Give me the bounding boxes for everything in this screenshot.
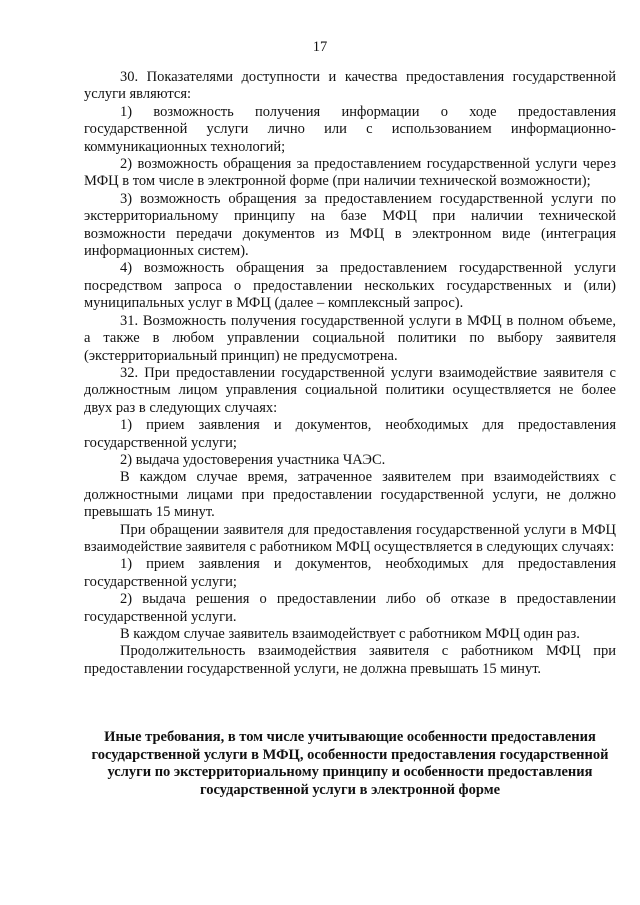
paragraph-32: 32. При предоставлении государственной услуги взаимодействие заявителя с должностным лицом управления социальной политики осуществляется не более двух раз в следующих случаях: [84,364,616,416]
paragraph-mfc-duration: Продолжительность взаимодействия заявителя с работником МФЦ при предоставлении государственной услуги, не должна превышать 15 минут. [84,643,616,677]
list-item-certificate-issue: 2) выдача удостоверения участника ЧАЭС. [120,451,386,468]
paragraph-time-limit-officials: В каждом случае время, затраченное заявителем при взаимодействиях с должностными лицами при предоставлении государственной услуги, не должно превышать 15 минут. [84,469,616,521]
list-item-info-access: 1) возможность получения информации о ходе предоставления государственной услуги лично или с использованием информационно-коммуникационных технологий; [84,103,616,155]
list-item-mfc-intake: 1) прием заявления и документов, необходимых для предоставления государственной услуги; [84,556,616,590]
paragraph-mfc-once: В каждом случае заявитель взаимодействует с работником МФЦ один раз. [120,626,580,642]
list-item-extraterritorial: 3) возможность обращения за предоставлением государственной услуги по экстерриториальному принципу на базе МФЦ при наличии технической возможности передачи документов из МФЦ в электронном виде (интеграция информационных систем). [84,190,616,260]
page-number: 17 [312,39,328,55]
paragraph-31: 31. Возможность получения государственной услуги в МФЦ в полном объеме, а также в любом управлении социальной политики по выбору заявителя (экстерриториальный принцип) не предусмотрена. [84,312,616,364]
list-item-mfc-electronic: 2) возможность обращения за предоставлением государственной услуги через МФЦ в том числе в электронной форме (при наличии технической возможности); [84,156,616,190]
list-item-application-intake: 1) прием заявления и документов, необходимых для предоставления государственной услуги; [84,417,616,451]
section-heading: Иные требования, в том числе учитывающие особенности предоставления государственной услуги в МФЦ, особенности предоставления государственной услуги по экстерриториальному принципу и особенности предоставления государственной услуги в электронной форме [91,729,609,798]
paragraph-mfc-interaction: При обращении заявителя для предоставления государственной услуги в МФЦ взаимодействие заявителя с работником МФЦ осуществляется в следующих случаях: [84,521,616,555]
list-item-mfc-decision: 2) выдача решения о предоставлении либо об отказе в предоставлении государственной услуги. [84,591,616,625]
paragraph-30: 30. Показателями доступности и качества предоставления государственной услуги являются: [84,69,616,103]
list-item-complex-request: 4) возможность обращения за предоставлением государственной услуги посредством запроса о предоставлении нескольких государственных и (или) муниципальных услуг в МФЦ (далее – комплексный запрос). [84,260,616,312]
document-body [84,69,616,678]
